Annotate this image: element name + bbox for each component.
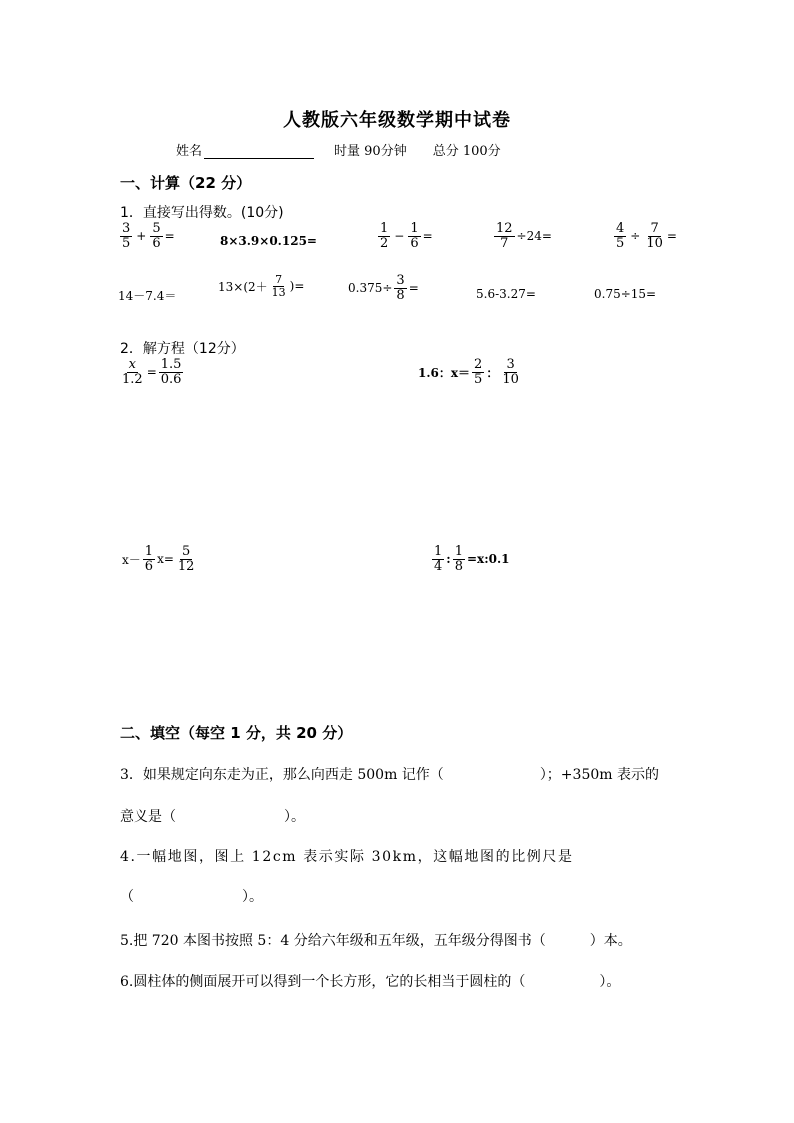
calc-1j: 0.75÷15=: [594, 287, 657, 301]
question-2-label: 2．解方程（12分）: [120, 341, 245, 357]
equation-1: $\frac{x}{1.2}$ = $\frac{1.5}{0.6}$: [122, 357, 182, 387]
name-field[interactable]: [204, 144, 314, 159]
calc-1a: $\frac{3}{5}$ + $\frac{5}{6}$ =: [122, 221, 175, 251]
calc-1c: $\frac{1}{2}$ − $\frac{1}{6}$ =: [380, 221, 433, 251]
question-4: 4.一幅地图，图上 12cm 表示实际 30km，这幅地图的比例尺是: [120, 849, 574, 865]
calc-1b: 8×3.9×0.125=: [220, 234, 317, 248]
calc-1f: 14－7.4＝: [118, 289, 177, 303]
question-3: 3．如果规定向东走为正，那么向西走 500m 记作（ ）；+350m 表示的: [120, 767, 659, 783]
calc-1g: 13×(2＋ $\frac{7}{13}$ )=: [218, 273, 305, 299]
section-1-heading: 一、计算（22 分）: [120, 174, 252, 192]
question-6: 6.圆柱体的侧面展开可以得到一个长方形，它的长相当于圆柱的（ ）。: [120, 974, 621, 990]
name-label: 姓名: [176, 144, 203, 159]
equation-4: $\frac{1}{4}$ : $\frac{1}{8}$ =x:0.1: [434, 544, 510, 574]
question-3-cont: 意义是（ ）。: [120, 809, 305, 825]
question-4-cont: （ ）。: [120, 889, 263, 905]
exam-meta: [176, 140, 501, 159]
calc-1d: $\frac{12}{7}$ ÷24=: [496, 221, 552, 251]
equation-2: 1.6：x＝ $\frac{2}{5}$ ： $\frac{3}{10}$: [418, 357, 519, 387]
page-title: 人教版六年级数学期中试卷: [283, 110, 511, 131]
question-5: 5.把 720 本图书按照 5：4 分给六年级和五年级，五年级分得图书（ ）本。: [120, 933, 632, 949]
calc-1h: 0.375÷ $\frac{3}{8}$ =: [348, 273, 419, 303]
question-1-label: 1．直接写出得数。(10分): [120, 205, 284, 221]
calc-1i: 5.6-3.27=: [476, 287, 536, 301]
total-score: 总分 100分: [432, 144, 501, 159]
calc-1e: $\frac{4}{5}$ ÷ $\frac{7}{10}$ =: [616, 221, 677, 251]
equation-3: x－ $\frac{1}{6}$ x= $\frac{5}{12}$: [122, 544, 195, 574]
time-limit: 时量 90分钟: [334, 144, 407, 159]
section-2-heading: 二、填空（每空 1 分，共 20 分）: [120, 724, 353, 742]
